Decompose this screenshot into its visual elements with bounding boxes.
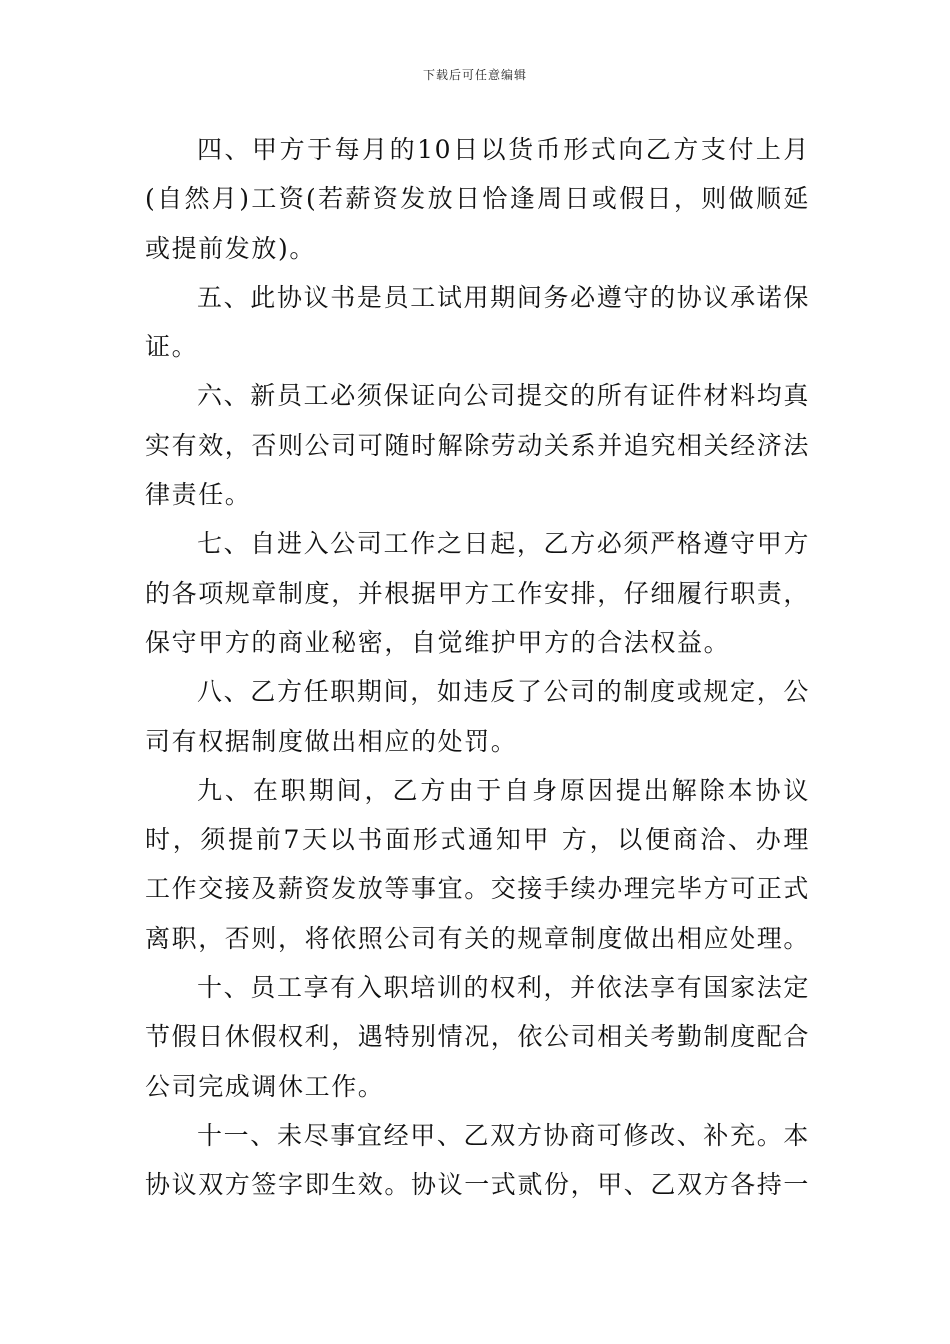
- clause-5: 五、此协议书是员工试用期间务必遵守的协议承诺保证。: [145, 282, 810, 362]
- clause-4: 四、甲方于每月的10日以货币形式向乙方支付上月(自然月)工资(若薪资发放日恰逢周日或假日，则做顺延或提前发放)。: [145, 135, 810, 263]
- document-body: [145, 125, 810, 1210]
- clause-8: 八、乙方任职期间，如违反了公司的制度或规定，公司有权据制度做出相应的处罚。: [145, 677, 810, 756]
- header-note: 下载后可任意编辑: [422, 68, 527, 82]
- clause-11: 十一、未尽事宜经甲、乙双方协商可修改、补充。本协议双方签字即生效。协议一式贰份，甲、乙双方各持一: [145, 1120, 811, 1200]
- clause-6: 六、新员工必须保证向公司提交的所有证件材料均真实有效，否则公司可随时解除劳动关系并追究相关经济法律责任。: [145, 381, 811, 510]
- clause-10: 十、员工享有入职培训的权利，并依法享有国家法定节假日休假权利，遇特别情况，依公司相关考勤制度配合公司完成调休工作。: [145, 973, 811, 1101]
- clause-7: 七、自进入公司工作之日起，乙方必须严格遵守甲方的各项规章制度，并根据甲方工作安排，仔细履行职责，保守甲方的商业秘密，自觉维护甲方的合法权益。: [145, 529, 811, 657]
- clause-9: 九、在职期间，乙方由于自身原因提出解除本协议时，须提前7天以书面形式通知甲 方，以便商洽、办理工作交接及薪资发放等事宜。交接手续办理完毕方可正式离职，否则，将依照公司有关的规章制度做出相应处理。: [145, 775, 811, 953]
